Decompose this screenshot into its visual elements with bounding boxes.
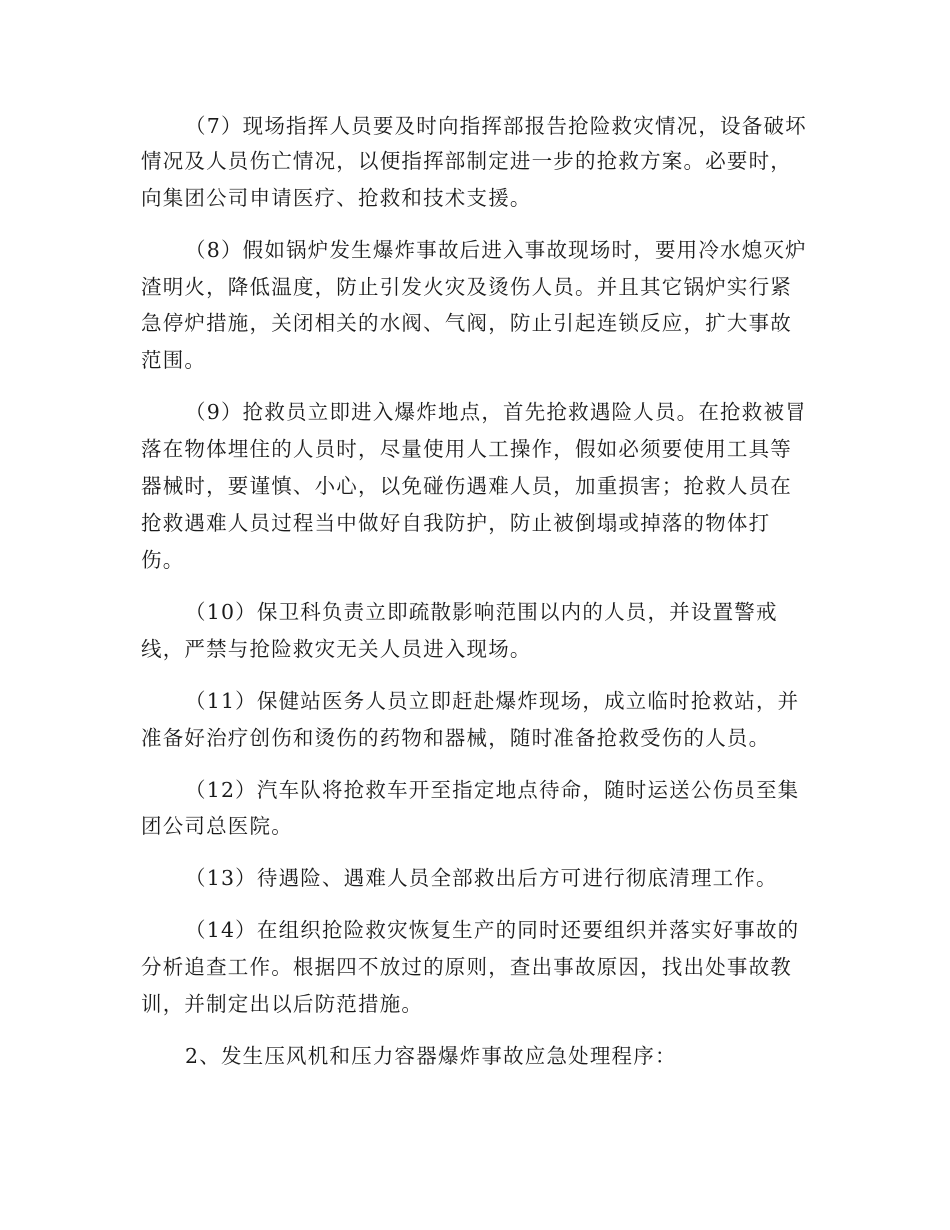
paragraph-line: 线，严禁与抢险救灾无关人员进入现场。	[141, 637, 532, 661]
paragraph-line: 急停炉措施，关闭相关的水阀、气阀，防止引起连锁反应，扩大事故	[141, 311, 792, 335]
paragraph-line: （13）待遇险、遇难人员全部救出后方可进行彻底清理工作。	[185, 866, 778, 890]
paragraph-line: （14）在组织抢险救灾恢复生产的同时还要组织并落实好事故的	[185, 918, 800, 942]
paragraph-line: 准备好治疗创伤和烫伤的药物和器械，随时准备抢救受伤的人员。	[141, 726, 771, 750]
paragraph-line: 落在物体埋住的人员时，尽量使用人工操作，假如必须要使用工具等	[141, 437, 792, 461]
paragraph-line: 团公司总医院。	[141, 814, 293, 838]
paragraph-line: （11）保健站医务人员立即赶赴爆炸现场，成立临时抢救站，并	[185, 689, 800, 713]
paragraph-line: 范围。	[141, 348, 207, 372]
paragraph-line: （10）保卫科负责立即疏散影响范围以内的人员，并设置警戒	[185, 600, 778, 624]
paragraph-line: 向集团公司申请医疗、抢救和技术支援。	[141, 186, 532, 210]
paragraph-line: 分析追查工作。根据四不放过的原则，查出事故原因，找出处事故教	[141, 955, 792, 979]
paragraph-line: （9）抢救员立即进入爆炸地点，首先抢救遇险人员。在抢救被冒	[185, 400, 807, 424]
paragraph-line: 伤。	[141, 548, 185, 572]
paragraph-line: 器械时，要谨慎、小心，以免碰伤遇难人员，加重损害；抢救人员在	[141, 474, 792, 498]
paragraph-line: 抢救遇难人员过程当中做好自我防护，防止被倒塌或掉落的物体打	[141, 511, 771, 535]
paragraph-line: （12）汽车队将抢救车开至指定地点待命，随时运送公伤员至集	[185, 778, 800, 802]
paragraph-line: 情况及人员伤亡情况，以便指挥部制定进一步的抢救方案。必要时，	[141, 149, 792, 173]
paragraph-line: （7）现场指挥人员要及时向指挥部报告抢险救灾情况，设备破坏	[185, 114, 807, 138]
paragraph-line: （8）假如锅炉发生爆炸事故后进入事故现场时，要用冷水熄灭炉	[185, 238, 807, 262]
section-heading-line: 2、发生压风机和压力容器爆炸事故应急处理程序：	[185, 1044, 677, 1068]
paragraph-line: 渣明火，降低温度，防止引发火灾及烫伤人员。并且其它锅炉实行紧	[141, 275, 792, 299]
paragraph-line: 训，并制定出以后防范措施。	[141, 992, 424, 1016]
